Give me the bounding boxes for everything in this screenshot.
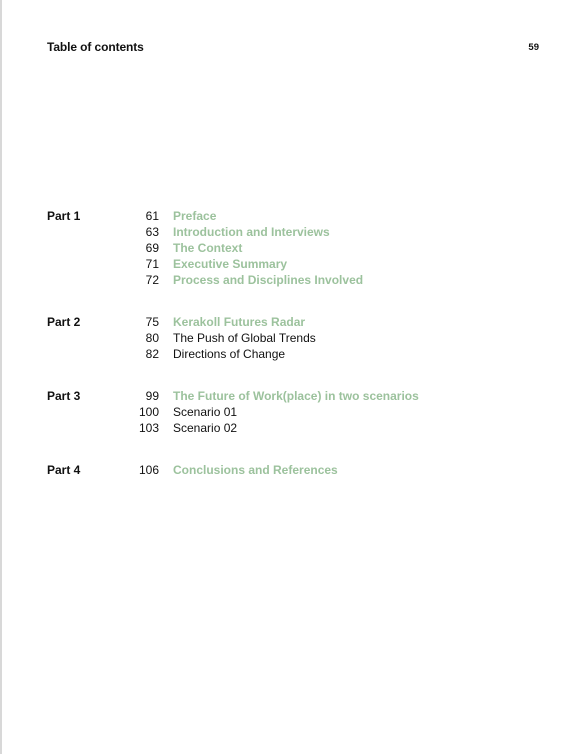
toc-entry-title[interactable]: Conclusions and References [173, 463, 338, 477]
toc-entry-title[interactable]: Preface [173, 209, 217, 223]
part-label: Part 1 [47, 209, 81, 223]
toc-part [47, 462, 547, 478]
toc-entry[interactable] [47, 330, 547, 346]
page-number: 59 [528, 42, 539, 53]
toc-entry[interactable] [47, 208, 547, 224]
toc-entry-title[interactable]: Process and Disciplines Involved [173, 273, 364, 287]
toc-entry-title[interactable]: The Push of Global Trends [173, 331, 316, 345]
table-of-contents [47, 208, 547, 504]
toc-entry-title[interactable]: The Context [173, 241, 243, 255]
toc-entry-title[interactable]: Scenario 01 [173, 405, 238, 419]
toc-entry-title[interactable]: Kerakoll Futures Radar [173, 315, 306, 329]
toc-entry[interactable] [47, 388, 547, 404]
toc-entry[interactable] [47, 272, 547, 288]
page-title: Table of contents [47, 40, 144, 54]
toc-entry[interactable] [47, 404, 547, 420]
toc-entry[interactable] [47, 346, 547, 362]
toc-entry[interactable] [47, 240, 547, 256]
toc-entry-title[interactable]: Scenario 02 [173, 421, 238, 435]
toc-entry-title[interactable]: Introduction and Interviews [173, 225, 330, 239]
toc-part [47, 388, 547, 436]
toc-entry[interactable] [47, 420, 547, 436]
toc-part [47, 314, 547, 362]
toc-entry-page-number: 82 [145, 347, 159, 361]
part-label: Part 3 [47, 389, 81, 403]
toc-entry-page-number: 61 [145, 209, 159, 223]
part-label: Part 4 [47, 463, 81, 477]
toc-entry-page-number: 106 [138, 463, 159, 477]
toc-entry-page-number: 72 [145, 273, 159, 287]
toc-entry-page-number: 103 [138, 421, 159, 435]
toc-entry-page-number: 100 [138, 405, 159, 419]
toc-entry[interactable] [47, 256, 547, 272]
toc-entry[interactable] [47, 314, 547, 330]
toc-entry[interactable] [47, 224, 547, 240]
toc-entry[interactable] [47, 462, 547, 478]
toc-entry-page-number: 80 [145, 331, 159, 345]
toc-entry-title[interactable]: The Future of Work(place) in two scenarios [173, 389, 419, 403]
toc-entry-page-number: 75 [145, 315, 159, 329]
toc-part [47, 208, 547, 288]
toc-entry-title[interactable]: Executive Summary [173, 257, 288, 271]
page-edge [0, 0, 2, 754]
toc-entry-page-number: 71 [145, 257, 159, 271]
toc-entry-page-number: 69 [145, 241, 159, 255]
toc-entry-page-number: 63 [145, 225, 159, 239]
toc-entry-page-number: 99 [145, 389, 159, 403]
part-label: Part 2 [47, 315, 81, 329]
toc-entry-title[interactable]: Directions of Change [173, 347, 286, 361]
